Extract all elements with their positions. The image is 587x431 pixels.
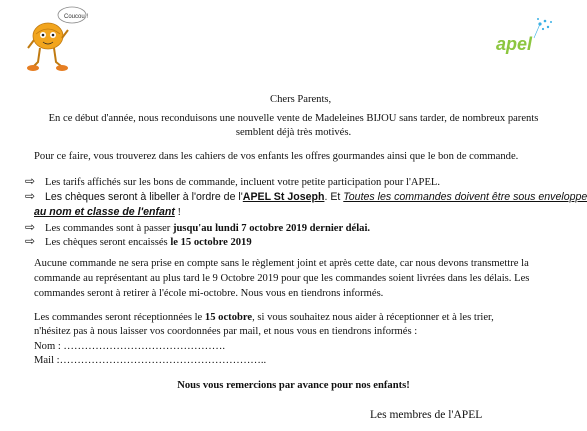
thanks-text: Nous vous remercions par avance pour nos enfants! — [177, 380, 410, 391]
bullet-tarifs-text: Les tarifs affichés sur les bons de commande, incluent votre petite participation pour l'APEL. — [45, 177, 441, 188]
enveloppe-note-2: au nom et classe de l'enfant — [34, 206, 175, 218]
reception-date: 15 octobre — [204, 312, 253, 323]
date-encaissement: le 15 octobre 2019 — [170, 237, 252, 248]
thanks — [0, 380, 587, 391]
bullet-date-limite-text: Les commandes sont à passer — [45, 223, 173, 234]
apel-logo-text: apel — [496, 34, 533, 54]
enveloppe-note: Toutes les commandes doivent être sous enveloppe — [343, 191, 587, 203]
reception-pre: Les commandes seront réceptionnées le — [34, 312, 205, 323]
bullet-cheques-ordre-line2 — [34, 206, 181, 218]
reception-line-2: n'hésitez pas à nous laisser vos coordonnées par mail, et nous vous en tiendrons informés : — [34, 326, 418, 337]
instructions: Pour ce faire, vous trouverez dans les cahiers de vos enfants les offres gourmandes ainsi que le bon de commande. — [34, 151, 519, 162]
bullet-cheques-end: ! — [174, 207, 182, 218]
reception-line-1 — [34, 312, 494, 323]
arrow-icon: ⇨ — [25, 189, 36, 203]
notice-line-2: commande au représentant au plus tard le 9 Octobre 2019 pour que les commandes soient livrées dans les délais. Les — [34, 273, 530, 284]
apel-st-joseph: APEL St Joseph — [242, 191, 325, 203]
nom-field: Nom : ………………………………………. — [34, 341, 225, 352]
arrow-icon: ⇨ — [25, 220, 36, 234]
mascot-speech: Coucou ! — [64, 14, 88, 20]
arrow-icon: ⇨ — [25, 234, 36, 248]
reception-post: , si vous souhaitez nous aider à réceptionner et à les trier, — [252, 312, 494, 323]
arrow-icon: ⇨ — [25, 174, 36, 188]
bullet-cheques-text: Les chèques seront à libeller à l'ordre de l' — [45, 191, 243, 203]
bullet-cheques-mid: . Et — [324, 191, 344, 203]
date-limite: jusqu'au lundi 7 octobre 2019 dernier délai. — [172, 223, 371, 234]
mascot — [26, 4, 88, 76]
bullet-tarifs — [25, 176, 440, 188]
signature: Les membres de l'APEL — [370, 409, 483, 421]
bullet-cheques-ordre — [25, 191, 587, 203]
bullet-encaissement — [25, 236, 252, 248]
bullet-encaissement-text: Les chèques seront encaissés — [45, 237, 171, 248]
intro-line-1: En ce début d'année, nous reconduisons une nouvelle vente de Madeleines BIJOU sans tarder, de nombreux parents — [48, 113, 539, 124]
bullet-date-limite — [25, 222, 370, 234]
apel-logo — [494, 16, 554, 56]
intro-line-2: semblent déjà très motivés. — [235, 127, 352, 138]
mail-field: Mail :………………………………………………….. — [34, 355, 267, 366]
greeting: Chers Parents, — [270, 94, 332, 105]
notice-line-3: commandes seront à retirer à l'école mi-octobre. Nous vous en tiendrons informés. — [34, 288, 384, 299]
notice-line-1: Aucune commande ne sera prise en compte sans le règlement joint et après cette date, car nous devons transmettre la — [34, 258, 529, 269]
